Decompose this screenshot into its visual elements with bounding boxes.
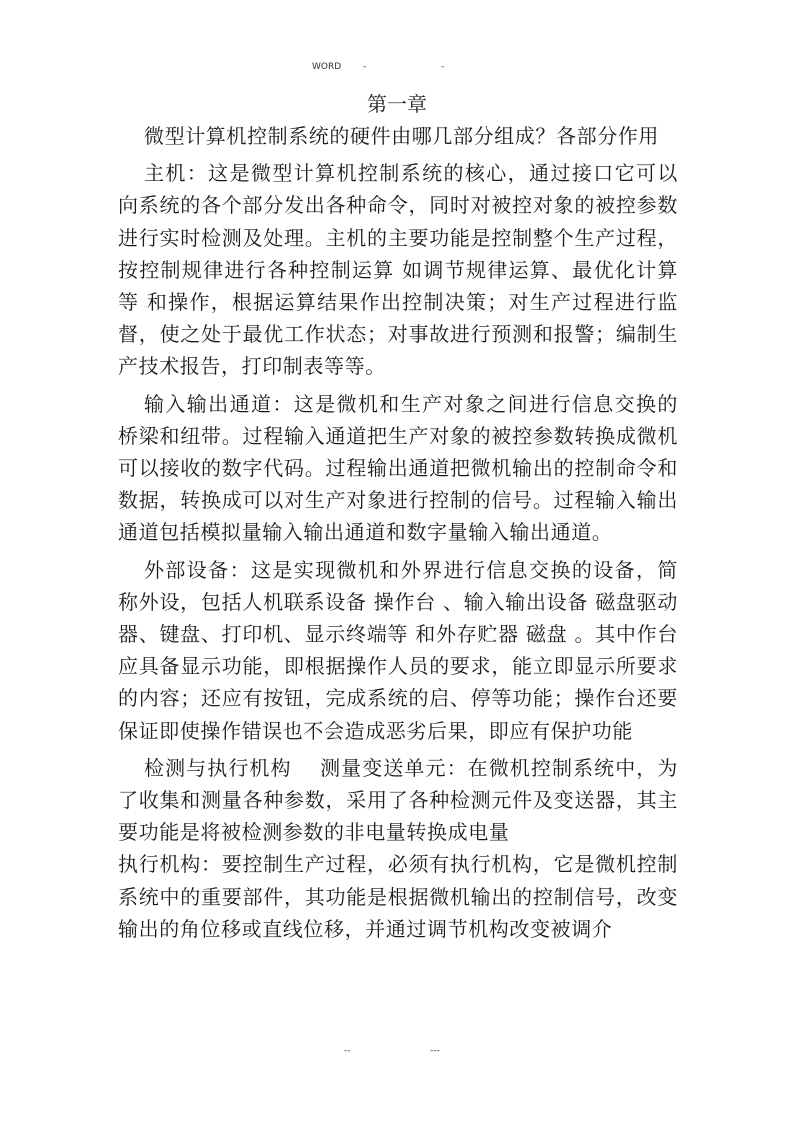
header-dash-left: - bbox=[363, 62, 367, 72]
question-heading: 微型计算机控制系统的硬件由哪几部分组成？各部分作用 bbox=[144, 124, 659, 148]
paragraph-detection: 检测与执行机构 测量变送单元：在微机控制系统中，为了收集和测量各种参数，采用了各种检测元件及变送器，其主要功能是将被检测参数的非电量转换成电量 bbox=[118, 755, 678, 845]
paragraph-host: 主机：这是微型计算机控制系统的核心，通过接口它可以向系统的各个部分发出各种命令，同时对被控对象的被控参数进行实时检测及处理。主机的主要功能是控制整个生产过程，按控制规律进行各种控制运算 如调节规律运算、最优化计算等 和操作，根据运算结果作出控制决策；对生产过程进行监督，使之处于最优工作状态；对事故进行预测和报警；编制生产技术报告，打印制表等等。 bbox=[118, 161, 678, 379]
footer-dash-right: --- bbox=[430, 1046, 440, 1056]
page-footer bbox=[0, 1046, 794, 1060]
paragraph-io-channel: 输入输出通道：这是微机和生产对象之间进行信息交换的桥梁和纽带。过程输入通道把生产对象的被控参数转换成微机可以接收的数字代码。过程输出通道把微机输出的控制命令和数据，转换成可以对生产对象进行控制的信号。过程输入输出通道包括模拟量输入输出通道和数字量输入输出通道。 bbox=[118, 391, 678, 545]
paragraph-actuator: 执行机构：要控制生产过程，必须有执行机构，它是微机控制系统中的重要部件，其功能是根据微机输出的控制信号，改变输出的角位移或直线位移，并通过调节机构改变被调介 bbox=[118, 852, 678, 941]
page-header bbox=[0, 62, 794, 76]
footer-dash-left: -- bbox=[344, 1046, 351, 1056]
chapter-title: 第一章 bbox=[367, 92, 427, 116]
header-word: WORD bbox=[312, 62, 342, 72]
paragraph-peripherals: 外部设备：这是实现微机和外界进行信息交换的设备，简称外设，包括人机联系设备 操作台 、输入输出设备 磁盘驱动器、键盘、打印机、显示终端等 和外存贮器 磁盘 。其中作台应具备显示功能，即根据操作人员的要求，能立即显示所要求的内容；还应有按钮，完成系统的启、停等功能；操作台还要保证即使操作错误也不会造成恶劣后果，即应有保护功能 bbox=[118, 557, 678, 743]
header-dash-right: - bbox=[441, 62, 445, 72]
document-body bbox=[118, 120, 678, 950]
